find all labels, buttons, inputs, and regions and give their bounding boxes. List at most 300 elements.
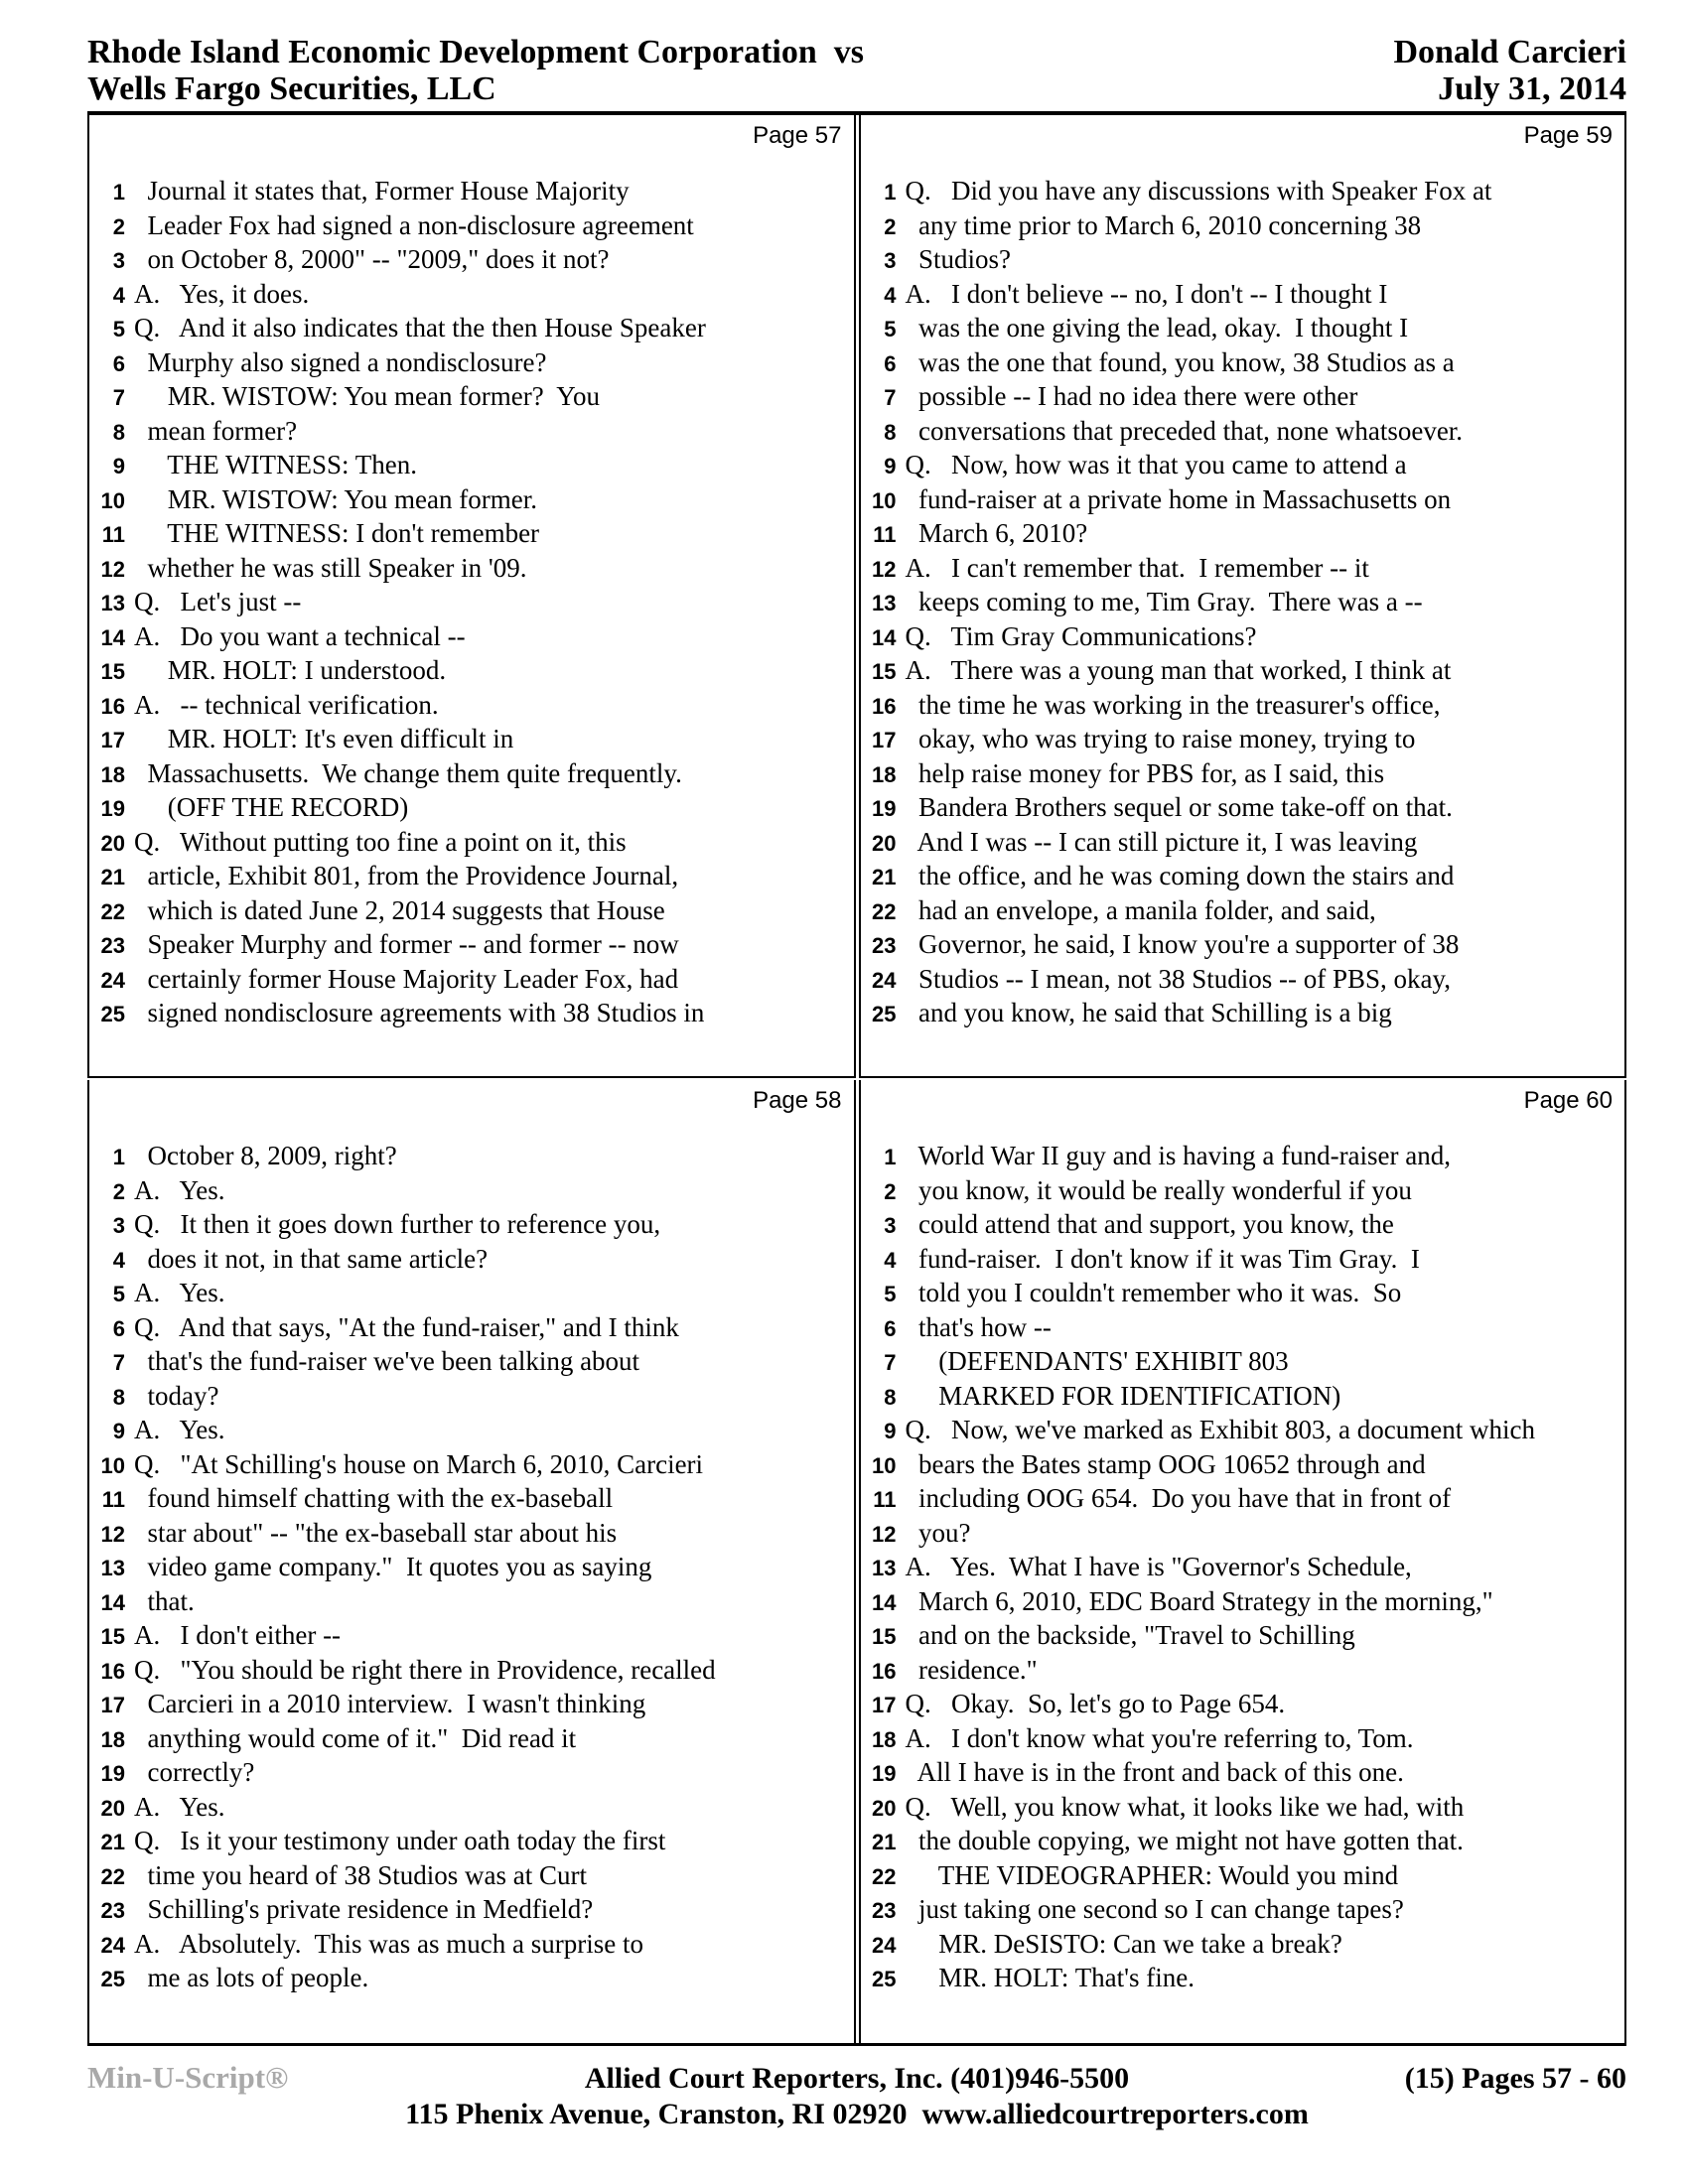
line-number: 25 [872,1967,897,1991]
transcript-line [861,242,1625,277]
line-number: 10 [100,487,125,513]
transcript-line [89,174,854,208]
transcript-line [861,414,1625,449]
line-number: 16 [100,693,125,719]
transcript-line [89,242,854,277]
page-label: Page 57 [753,122,842,149]
line-text: the double copying, we might not have gotten that. [905,1826,1464,1855]
line-number: 6 [884,350,897,376]
line-text: A. Yes. [134,1415,225,1444]
line-text: told you I couldn't remember who it was. So [905,1278,1402,1307]
line-number: 16 [100,1658,125,1684]
transcript-line [861,345,1625,380]
line-number: 19 [100,1761,125,1786]
line-text: MR. DeSISTO: Can we take a break? [905,1928,1342,1959]
transcript-line [861,448,1625,482]
line-text: signed nondisclosure agreements with 38 Studios in [134,998,705,1027]
line-text: was the one that found, you know, 38 Studios as a [905,346,1455,377]
line-text: the time he was working in the treasurer's office, [905,689,1441,720]
line-text: MR. WISTOW: You mean former. [134,483,537,514]
transcript-line [861,551,1625,586]
transcript-line [861,1379,1625,1414]
line-text: you know, it would be really wonderful if you [905,1174,1412,1205]
transcript-line [861,1892,1625,1927]
line-text: correctly? [134,1757,255,1787]
transcript-line [861,1242,1625,1277]
transcript-line [861,1961,1625,1995]
line-number: 13 [872,1556,897,1580]
transcript-line [861,1344,1625,1379]
line-text: me as lots of people. [134,1963,369,1992]
line-number: 11 [101,522,125,547]
line-text: Q. Let's just -- [134,587,302,616]
line-number: 24 [872,1932,897,1958]
line-number: 9 [112,454,125,478]
line-text: today? [134,1380,219,1411]
line-number: 16 [872,1658,897,1684]
line-number: 11 [101,1487,125,1512]
transcript-line [861,1310,1625,1345]
transcript-line [861,688,1625,723]
line-number: 10 [872,1452,897,1478]
line-text: does it not, in that same article? [134,1243,489,1274]
transcript-line [861,1584,1625,1619]
line-text: anything would come of it." Did read it [134,1722,577,1753]
transcript-line [861,482,1625,517]
transcript-line [89,825,854,860]
line-number: 13 [872,591,897,615]
transcript-line [861,1550,1625,1584]
line-number: 23 [872,933,897,958]
line-number: 9 [112,1419,125,1443]
line-text: star about" -- "the ex-baseball star about his [134,1517,618,1548]
line-text: which is dated June 2, 2014 suggests that House [134,894,665,925]
line-text: conversations that preceded that, none whatsoever. [905,415,1464,446]
line-number: 22 [872,898,897,924]
transcript-line [89,756,854,791]
line-text: article, Exhibit 801, from the Providence Journal, [134,861,679,890]
line-text: Q. "At Schilling's house on March 6, 2010, Carcieri [134,1448,704,1479]
line-text: Q. "You should be right there in Providence, recalled [134,1654,716,1685]
line-text: Schilling's private residence in Medfield? [134,1894,594,1924]
line-number: 16 [872,693,897,719]
transcript-line [861,619,1625,654]
transcript-line [861,653,1625,688]
line-text: Q. Now, we've marked as Exhibit 803, a document which [905,1415,1535,1444]
line-text: okay, who was trying to raise money, trying to [905,724,1416,753]
line-number: 13 [100,591,125,615]
line-number: 8 [884,419,897,445]
line-number: 8 [112,419,125,445]
transcript-line [89,688,854,723]
line-number: 12 [100,556,125,582]
line-text: October 8, 2009, right? [134,1141,397,1170]
transcript-line [861,174,1625,208]
transcript-line [861,1276,1625,1310]
line-number: 2 [884,1178,897,1204]
transcript-line [861,1618,1625,1653]
line-text: and on the backside, "Travel to Schilling [905,1620,1355,1650]
line-number: 18 [872,1726,897,1752]
line-text: (OFF THE RECORD) [134,792,409,822]
transcript-line [861,585,1625,619]
line-number: 14 [100,1589,125,1615]
deponent-and-date [1393,34,1626,107]
line-number: 3 [112,248,125,273]
line-number: 17 [872,728,897,752]
transcript-line [861,962,1625,997]
line-text: Q. It then it goes down further to reference you, [134,1209,661,1239]
transcript-line [89,1927,854,1962]
transcript-line [861,1139,1625,1173]
line-text: And I was -- I can still picture it, I was leaving [905,826,1418,857]
line-number: 25 [100,1967,125,1991]
line-number: 12 [100,1521,125,1547]
transcript-page-60 [859,1080,1627,2043]
line-number: 9 [884,454,897,478]
line-text: including OOG 654. Do you have that in front of [905,1483,1452,1513]
line-number: 11 [873,1487,897,1512]
line-number: 13 [100,1556,125,1580]
line-number: 1 [112,180,125,205]
transcript-line [861,722,1625,756]
transcript-line [861,1653,1625,1688]
transcript-line [861,790,1625,825]
line-text: Speaker Murphy and former -- and former -- now [134,929,679,959]
line-number: 21 [100,1830,125,1854]
line-text: A. Yes. [134,1791,225,1822]
line-number: 2 [112,1178,125,1204]
transcript-line [861,379,1625,414]
line-text: Governor, he said, I know you're a supporter of 38 [905,929,1460,959]
transcript-page-57 [87,115,856,1078]
line-text: possible -- I had no idea there were other [905,381,1358,411]
line-text: March 6, 2010? [905,518,1088,548]
transcript-page-58 [87,1080,856,2043]
line-number: 23 [872,1898,897,1923]
line-number: 4 [112,282,125,308]
page-header [87,0,1626,107]
line-text: that's the fund-raiser we've been talking about [134,1346,640,1376]
line-text: Journal it states that, Former House Majority [134,176,630,205]
line-text: THE VIDEOGRAPHER: Would you mind [905,1859,1399,1890]
transcript-line [89,1413,854,1447]
line-number: 18 [872,761,897,787]
line-text: MR. HOLT: That's fine. [905,1963,1196,1992]
transcript-line [89,790,854,825]
transcript-line [861,277,1625,312]
transcript-line [861,825,1625,860]
line-text: A. I don't either -- [134,1620,342,1650]
line-number: 23 [100,1898,125,1923]
transcript-line [89,1618,854,1653]
line-number: 9 [884,1419,897,1443]
line-number: 19 [100,796,125,821]
transcript-line [89,1276,854,1310]
line-number: 6 [112,350,125,376]
transcript-line [89,414,854,449]
line-text: you? [905,1517,971,1548]
line-text: Carcieri in a 2010 interview. I wasn't thinking [134,1689,646,1718]
line-number: 6 [884,1315,897,1341]
line-text: fund-raiser. I don't know if it was Tim Gray. I [905,1243,1420,1274]
line-number: 20 [100,830,125,856]
transcript-line [89,1139,854,1173]
transcript-line [89,1653,854,1688]
line-number: 17 [100,728,125,752]
minuscript-brand: Min-U-Script® [87,2060,289,2095]
transcript-line [861,1173,1625,1208]
line-text: video game company." It quotes you as saying [134,1552,652,1581]
transcript-line [861,1447,1625,1482]
line-text: residence." [905,1654,1038,1685]
transcript-line [89,1481,854,1516]
line-number: 22 [100,898,125,924]
transcript-line [89,585,854,619]
transcript-line [861,756,1625,791]
line-number: 23 [100,933,125,958]
line-text: Massachusetts. We change them quite frequently. [134,757,682,788]
transcript-line [89,208,854,243]
line-number: 3 [884,1213,897,1238]
transcript-line [89,1379,854,1414]
transcript-line [861,1516,1625,1551]
case-title-line2: Wells Fargo Securities, LLC [87,70,496,107]
line-number: 25 [872,1002,897,1026]
line-number: 21 [100,865,125,889]
line-number: 7 [112,1350,125,1375]
line-text: Studios -- I mean, not 38 Studios -- of PBS, okay, [905,963,1451,994]
transcript-line [89,1755,854,1790]
transcript-line [89,277,854,312]
deponent-name: Donald Carcieri [1393,34,1626,70]
transcript-line [89,1550,854,1584]
line-number: 15 [872,1624,897,1649]
transcript-line [89,1310,854,1345]
line-number: 12 [872,1521,897,1547]
line-text: any time prior to March 6, 2010 concerning 38 [905,209,1422,240]
line-number: 17 [872,1693,897,1717]
line-text: MR. HOLT: It's even difficult in [134,724,514,753]
line-text: A. Do you want a technical -- [134,620,466,651]
line-text: MR. WISTOW: You mean former? You [134,381,601,411]
transcript-line [861,1927,1625,1962]
line-text: that. [134,1585,195,1616]
line-number: 11 [873,522,897,547]
line-number: 24 [100,967,125,993]
line-text: (DEFENDANTS' EXHIBIT 803 [905,1346,1289,1376]
transcript-line [89,311,854,345]
line-text: Q. And it also indicates that the then House Speaker [134,313,706,342]
transcript-line [89,1961,854,1995]
line-text: Q. Tim Gray Communications? [905,620,1257,651]
line-text: March 6, 2010, EDC Board Strategy in the morning," [905,1585,1493,1616]
transcript-line [861,1481,1625,1516]
line-text: Q. Well, you know what, it looks like we had, with [905,1791,1465,1822]
line-text: Q. And that says, "At the fund-raiser," and I think [134,1311,679,1342]
line-number: 22 [100,1863,125,1889]
transcript-line [89,962,854,997]
transcript-line [89,996,854,1030]
line-number: 19 [872,796,897,821]
line-number: 22 [872,1863,897,1889]
line-number: 19 [872,1761,897,1786]
line-number: 2 [112,213,125,239]
line-number: 1 [884,1145,897,1169]
line-number: 10 [872,487,897,513]
transcript-line [89,1584,854,1619]
transcript-grid [87,111,1626,2046]
line-text: mean former? [134,415,298,446]
page-lines [861,1139,1625,1995]
transcript-line [861,311,1625,345]
transcript-line [89,1173,854,1208]
line-text: and you know, he said that Schilling is a big [905,998,1392,1027]
transcript-line [861,1790,1625,1825]
transcript-line [89,482,854,517]
line-text: just taking one second so I can change tapes? [905,1894,1404,1924]
line-text: Q. Okay. So, let's go to Page 654. [905,1689,1286,1718]
line-text: fund-raiser at a private home in Massachusetts on [905,483,1452,514]
transcript-line [89,1858,854,1893]
case-title-line1: Rhode Island Economic Development Corporation vs [87,34,865,70]
page-lines [89,174,854,1030]
line-number: 24 [872,967,897,993]
line-text: the office, and he was coming down the stairs and [905,861,1455,890]
line-number: 5 [884,1282,897,1306]
transcript-line [861,1207,1625,1242]
line-number: 6 [112,1315,125,1341]
transcript-line [89,448,854,482]
line-text: THE WITNESS: Then. [134,450,417,479]
page-label: Page 58 [753,1087,842,1114]
reporter-address: 115 Phenix Avenue, Cranston, RI 02920 www.alliedcourtreporters.com [405,2098,1309,2130]
transcript-line [89,1721,854,1756]
transcript-line [89,1344,854,1379]
line-text: A. -- technical verification. [134,689,439,720]
line-text: bears the Bates stamp OOG 10652 through and [905,1448,1426,1479]
line-text: World War II guy and is having a fund-raiser and, [905,1141,1452,1170]
line-number: 15 [100,659,125,684]
line-number: 8 [884,1384,897,1410]
line-number: 7 [112,385,125,410]
line-text: time you heard of 38 Studios was at Curt [134,1859,587,1890]
line-text: Leader Fox had signed a non-disclosure agreement [134,209,694,240]
line-text: A. There was a young man that worked, I think at [905,655,1452,685]
transcript-line [89,516,854,551]
line-number: 7 [884,385,897,410]
page-footer [87,2060,1626,2131]
footer-page-range: (15) Pages 57 - 60 [1404,2062,1626,2095]
transcript-page-59 [859,115,1627,1078]
line-number: 4 [884,1247,897,1273]
line-number: 20 [872,830,897,856]
line-text: Q. Without putting too fine a point on it, this [134,826,627,857]
transcript-line [861,1858,1625,1893]
line-text: A. I can't remember that. I remember -- it [905,552,1369,583]
line-number: 21 [872,1830,897,1854]
transcript-line [89,1207,854,1242]
line-text: Q. Now, how was it that you came to attend a [905,450,1407,479]
line-number: 24 [100,1932,125,1958]
page-lines [89,1139,854,1995]
line-text: had an envelope, a manila folder, and said, [905,894,1376,925]
line-number: 17 [100,1693,125,1717]
transcript-line [861,1755,1625,1790]
transcript-line [89,379,854,414]
line-number: 14 [872,1589,897,1615]
line-number: 3 [112,1213,125,1238]
page-label: Page 60 [1523,1087,1613,1114]
transcript-line [89,345,854,380]
transcript-line [861,1824,1625,1858]
line-number: 15 [872,659,897,684]
case-title [87,34,864,107]
line-text: could attend that and support, you know, the [905,1209,1394,1239]
line-number: 5 [112,317,125,341]
transcript-line [89,722,854,756]
line-text: A. Absolutely. This was as much a surprise to [134,1928,643,1959]
line-text: A. Yes. What I have is "Governor's Schedule, [905,1552,1412,1581]
transcript-line [861,927,1625,962]
line-text: THE WITNESS: I don't remember [134,518,540,548]
line-text: A. Yes. [134,1278,225,1307]
transcript-line [89,859,854,893]
line-number: 10 [100,1452,125,1478]
transcript-line [89,551,854,586]
line-text: certainly former House Majority Leader Fox, had [134,963,679,994]
line-number: 2 [884,213,897,239]
line-number: 20 [100,1795,125,1821]
line-number: 3 [884,248,897,273]
line-number: 7 [884,1350,897,1375]
line-text: Murphy also signed a nondisclosure? [134,346,547,377]
transcript-line [861,516,1625,551]
line-number: 5 [884,317,897,341]
line-text: A. I don't believe -- no, I don't -- I thought I [905,278,1388,309]
page-label: Page 59 [1523,122,1613,149]
line-number: 18 [100,1726,125,1752]
line-number: 15 [100,1624,125,1649]
transcript-line [89,619,854,654]
transcript-line [861,208,1625,243]
line-number: 5 [112,1282,125,1306]
line-text: keeps coming to me, Tim Gray. There was a -- [905,587,1423,616]
line-number: 8 [112,1384,125,1410]
transcript-line [861,1687,1625,1721]
line-text: that's how -- [905,1311,1052,1342]
line-text: MARKED FOR IDENTIFICATION) [905,1380,1341,1411]
transcript-line [861,1413,1625,1447]
line-number: 20 [872,1795,897,1821]
transcript-line [89,1516,854,1551]
transcript-line [89,653,854,688]
transcript-line [861,1721,1625,1756]
transcript-line [861,893,1625,928]
deposition-date: July 31, 2014 [1438,70,1626,107]
transcript-line [89,1447,854,1482]
line-text: A. I don't know what you're referring to, Tom. [905,1722,1414,1753]
transcript-line [89,1824,854,1858]
transcript-line [89,893,854,928]
line-text: MR. HOLT: I understood. [134,655,447,685]
line-text: help raise money for PBS for, as I said, this [905,757,1385,788]
line-number: 4 [112,1247,125,1273]
line-number: 1 [884,180,897,205]
page-lines [861,174,1625,1030]
line-text: Q. Is it your testimony under oath today the first [134,1826,666,1855]
reporter-info: Allied Court Reporters, Inc. (401)946-5500 [584,2062,1130,2095]
